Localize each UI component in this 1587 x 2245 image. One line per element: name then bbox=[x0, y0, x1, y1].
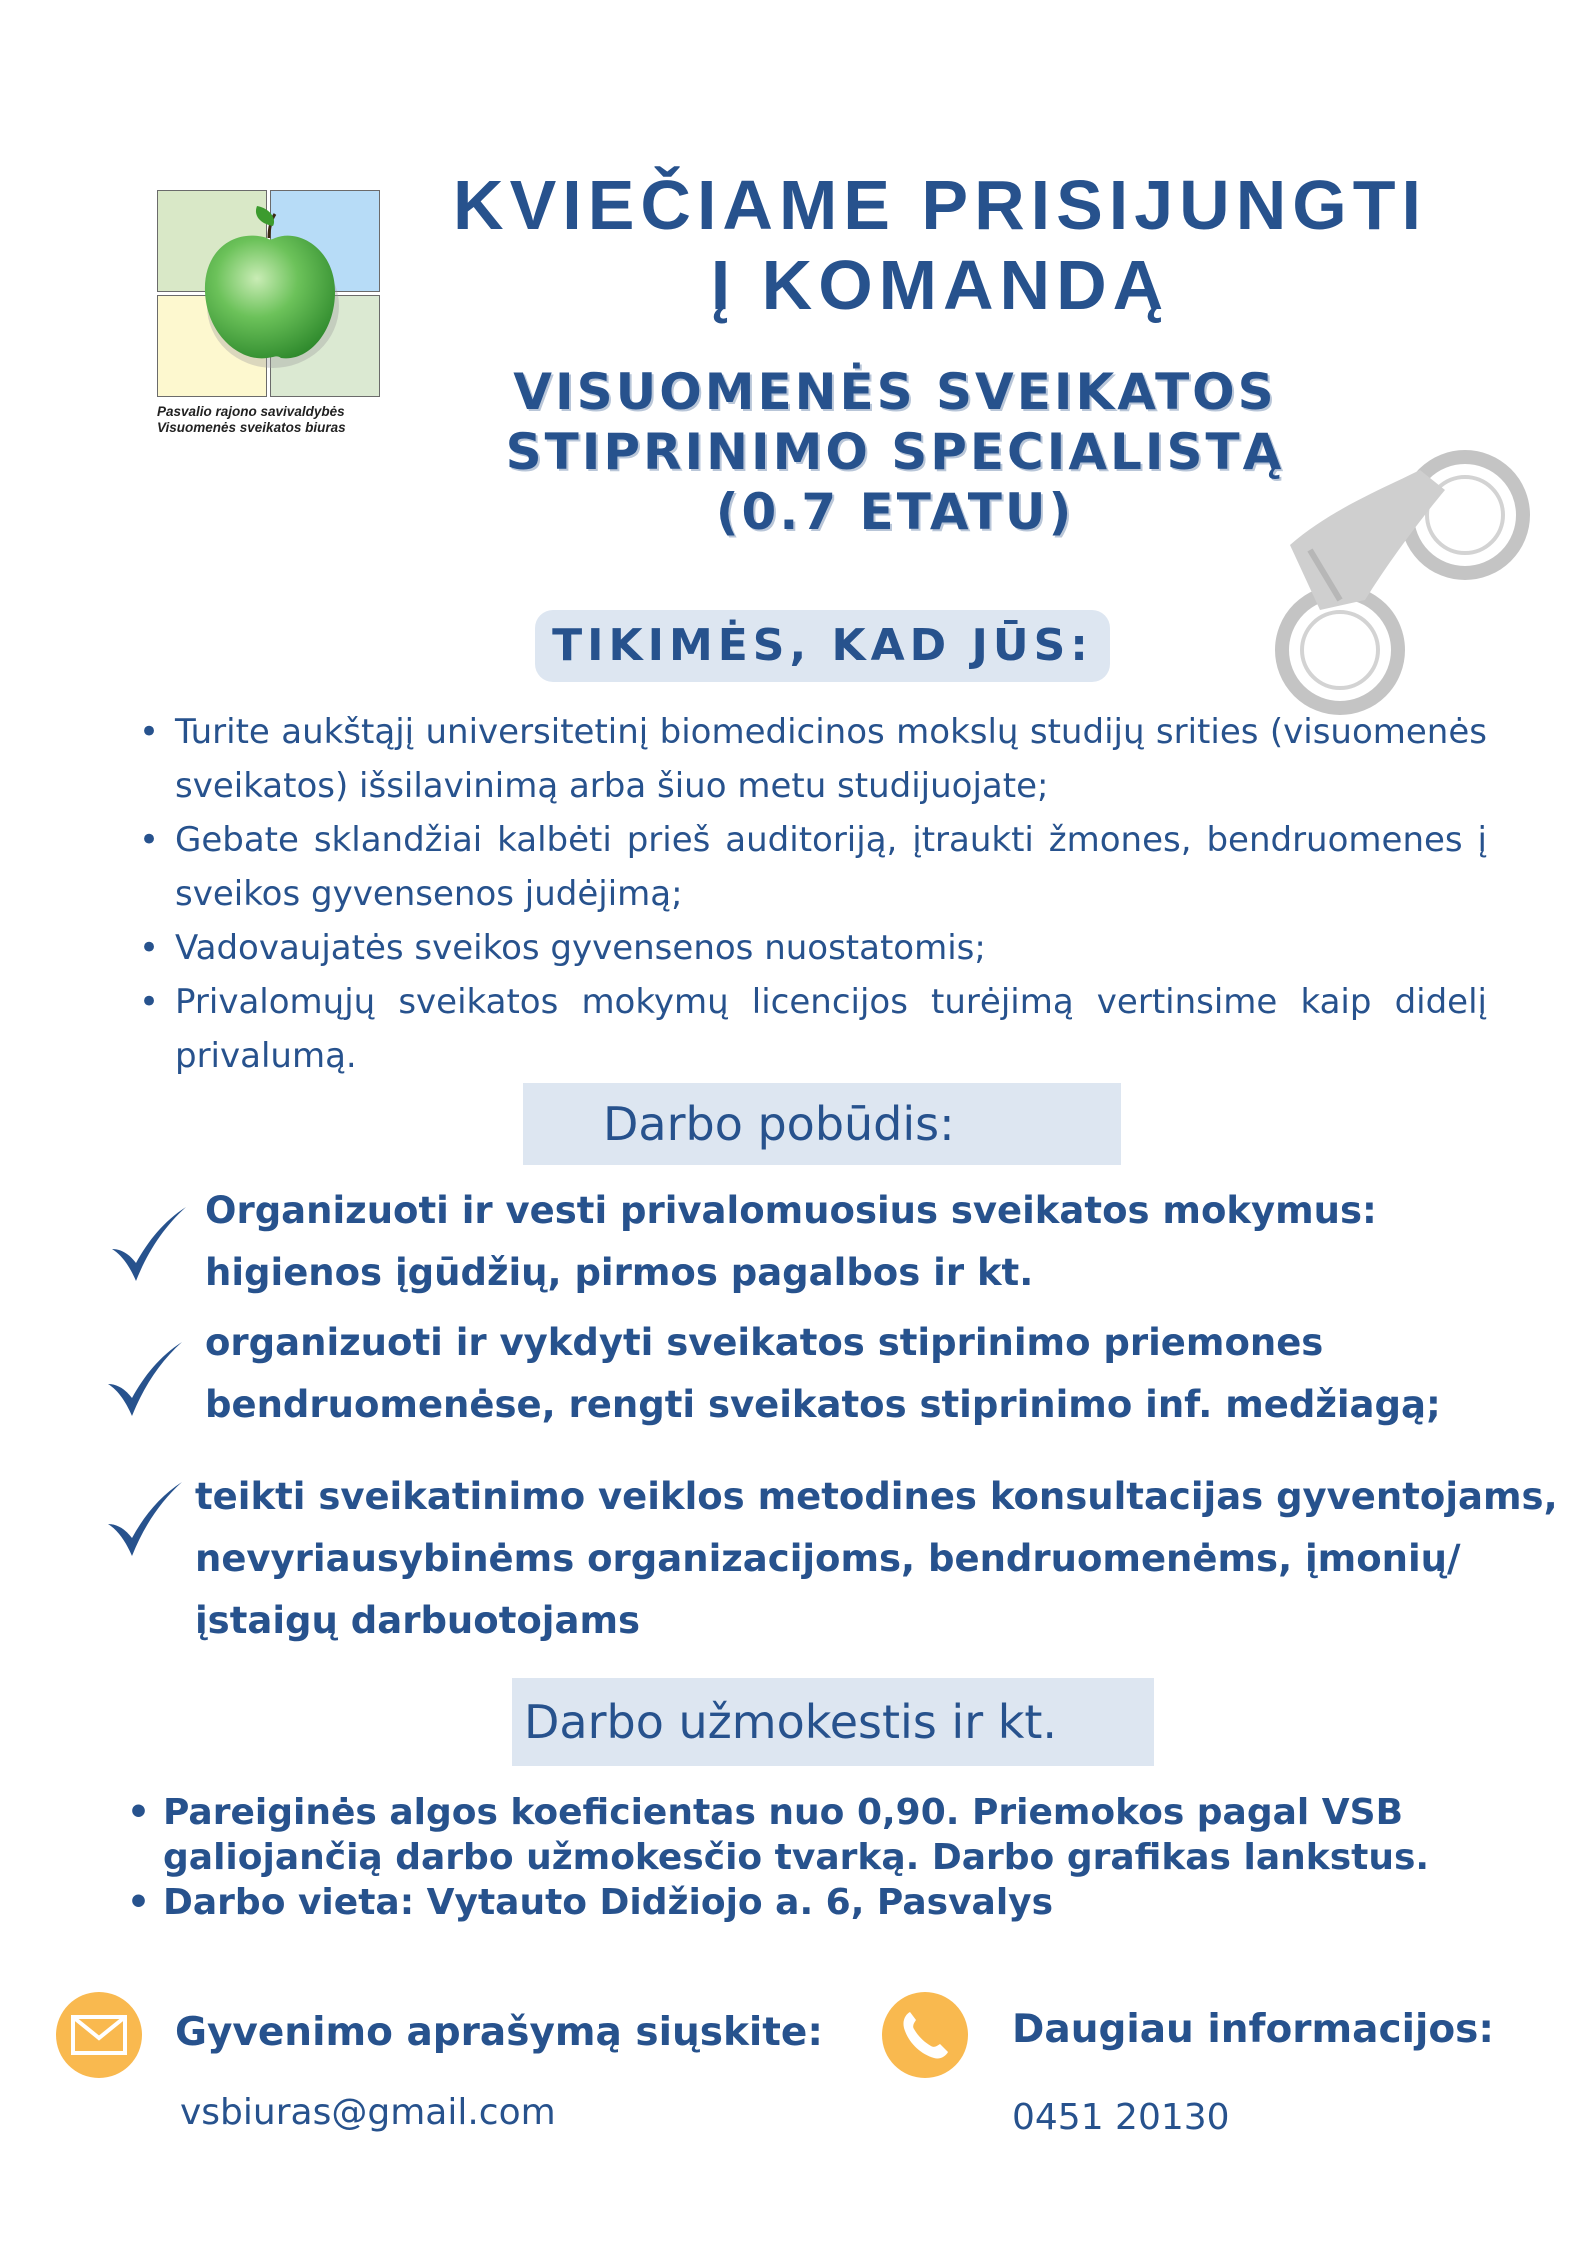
info-label: Daugiau informacijos: bbox=[1012, 2007, 1494, 2052]
list-item: • Vadovaujatės sveikos gyvensenos nuostatomis; bbox=[137, 921, 1487, 975]
salary-line: • Pareiginės algos koeficientas nuo 0,90. Priemokos pagal VSB bbox=[163, 1792, 1404, 1833]
main-heading bbox=[430, 165, 1450, 325]
position-title-line3: (0.7 ETATU) bbox=[715, 483, 1075, 541]
cv-label: Gyvenimo aprašymą siųskite: bbox=[175, 2010, 823, 2055]
position-title-line1: VISUOMENĖS SVEIKATOS bbox=[513, 363, 1277, 421]
expectations-list bbox=[137, 705, 1487, 1083]
expectations-heading: TIKIMĖS, KAD JŪS: bbox=[535, 610, 1110, 682]
position-title bbox=[420, 362, 1370, 542]
logo-caption-line2: Visuomenės sveikatos biuras bbox=[157, 420, 346, 435]
checkmark-icon bbox=[104, 1340, 184, 1420]
salary-line: • Darbo vieta: Vytauto Didžiojo a. 6, Pasvalys bbox=[163, 1882, 1054, 1923]
logo-caption bbox=[157, 404, 397, 436]
checkmark-icon bbox=[108, 1205, 188, 1285]
position-title-line2: STIPRINIMO SPECIALISTĄ bbox=[505, 423, 1285, 481]
task-line: teikti sveikatinimo veiklos metodines konsultacijas gyventojams, bbox=[195, 1475, 1558, 1518]
task-item bbox=[205, 1180, 1377, 1304]
list-item: • Gebate sklandžiai kalbėti prieš auditoriją, įtraukti žmones, bendruomenes į sveikos gyvensenos judėjimą; bbox=[137, 813, 1487, 921]
salary-line: galiojančią darbo užmokesčio tvarką. Darbo grafikas lankstus. bbox=[163, 1837, 1430, 1878]
task-line: Organizuoti ir vesti privalomuosius sveikatos mokymus: bbox=[205, 1189, 1377, 1232]
list-item bbox=[125, 1790, 1475, 1880]
task-line: higienos įgūdžių, pirmos pagalbos ir kt. bbox=[205, 1251, 1034, 1294]
work-heading: Darbo pobūdis: bbox=[523, 1083, 1121, 1165]
phone-number[interactable]: 0451 20130 bbox=[1012, 2097, 1230, 2138]
phone-icon bbox=[882, 1992, 968, 2078]
email-link[interactable]: vsbiuras@gmail.com bbox=[180, 2092, 556, 2133]
task-item bbox=[195, 1466, 1558, 1652]
list-item: • Turite aukštąjį universitetinį biomedicinos mokslų studijų srities (visuomenės sveikatos) išsilavinimą arba šiuo metu studijuojate; bbox=[137, 705, 1487, 813]
task-line: įstaigų darbuotojams bbox=[195, 1599, 641, 1642]
list-item bbox=[125, 1880, 1475, 1925]
logo-graphic bbox=[157, 190, 382, 398]
task-line: organizuoti ir vykdyti sveikatos stiprinimo priemones bbox=[205, 1321, 1324, 1364]
organization-logo bbox=[157, 190, 382, 435]
task-line: bendruomenėse, rengti sveikatos stiprinimo inf. medžiagą; bbox=[205, 1383, 1441, 1426]
list-item: • Privalomųjų sveikatos mokymų licencijos turėjimą vertinsime kaip didelį privalumą. bbox=[137, 975, 1487, 1083]
apple-icon bbox=[195, 200, 345, 370]
logo-caption-line1: Pasvalio rajono savivaldybės bbox=[157, 404, 345, 419]
mail-icon bbox=[56, 1992, 142, 2078]
main-heading-line1: KVIEČIAME PRISIJUNGTI bbox=[453, 166, 1427, 244]
salary-list bbox=[125, 1790, 1475, 1925]
task-item bbox=[205, 1312, 1441, 1436]
checkmark-icon bbox=[104, 1480, 184, 1560]
main-heading-line2: Į KOMANDĄ bbox=[710, 246, 1170, 324]
task-line: nevyriausybinėms organizacijoms, bendruomenėms, įmonių/ bbox=[195, 1537, 1461, 1580]
salary-heading: Darbo užmokestis ir kt. bbox=[512, 1678, 1154, 1766]
